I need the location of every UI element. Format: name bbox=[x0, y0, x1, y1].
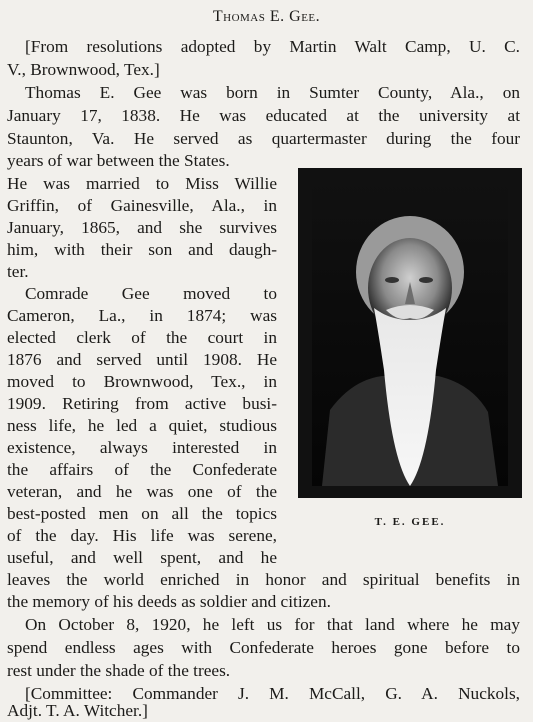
text-line: January 17, 1838. He was educated at the university at bbox=[7, 106, 520, 125]
text-line: On October 8, 1920, he left us for that land where he may bbox=[25, 615, 520, 634]
text-line: ness life, he led a quiet, studious bbox=[7, 416, 277, 435]
text-line: [Committee: Commander J. M. McCall, G. A. Nuckols, bbox=[25, 684, 520, 703]
text-line: Comrade Gee moved to bbox=[25, 284, 277, 303]
portrait-photo bbox=[298, 168, 522, 498]
text-line: 1876 and served until 1908. He bbox=[7, 350, 277, 369]
text-line: of the day. His life was serene, bbox=[7, 526, 277, 545]
text-line: Adjt. T. A. Witcher.] bbox=[7, 701, 148, 720]
text-line: the memory of his deeds as soldier and citizen. bbox=[7, 592, 331, 611]
text-line: January, 1865, and she survives bbox=[7, 218, 277, 237]
article-title: Thomas E. Gee. bbox=[212, 8, 321, 25]
text-line: V., Brownwood, Tex.] bbox=[7, 60, 160, 79]
text-line: He was married to Miss Willie bbox=[7, 174, 277, 193]
text-line: ter. bbox=[7, 262, 29, 281]
text-line: Cameron, La., in 1874; was bbox=[7, 306, 277, 325]
text-line: best-posted men on all the topics bbox=[7, 504, 277, 523]
photo-caption: T. E. GEE. bbox=[374, 516, 446, 528]
text-line: leaves the world enriched in honor and spiritual benefits in bbox=[7, 570, 520, 589]
text-line: elected clerk of the court in bbox=[7, 328, 277, 347]
text-line: him, with their son and daugh- bbox=[7, 240, 277, 259]
text-line: Thomas E. Gee was born in Sumter County, Ala., on bbox=[25, 83, 520, 102]
text-line: useful, and well spent, and he bbox=[7, 548, 277, 567]
text-line: moved to Brownwood, Tex., in bbox=[7, 372, 277, 391]
text-line: existence, always interested in bbox=[7, 438, 277, 457]
text-line: [From resolutions adopted by Martin Walt Camp, U. C. bbox=[25, 37, 520, 56]
text-line: rest under the shade of the trees. bbox=[7, 661, 231, 680]
text-line: Staunton, Va. He served as quartermaster during the four bbox=[7, 129, 520, 148]
text-line: Griffin, of Gainesville, Ala., in bbox=[7, 196, 277, 215]
text-line: the affairs of the Confederate bbox=[7, 460, 277, 479]
text-line: 1909. Retiring from active busi- bbox=[7, 394, 277, 413]
text-line: years of war between the States. bbox=[7, 151, 230, 170]
text-line: spend endless ages with Confederate heroes gone before to bbox=[7, 638, 520, 657]
portrait-image bbox=[312, 180, 508, 486]
text-line: veteran, and he was one of the bbox=[7, 482, 277, 501]
